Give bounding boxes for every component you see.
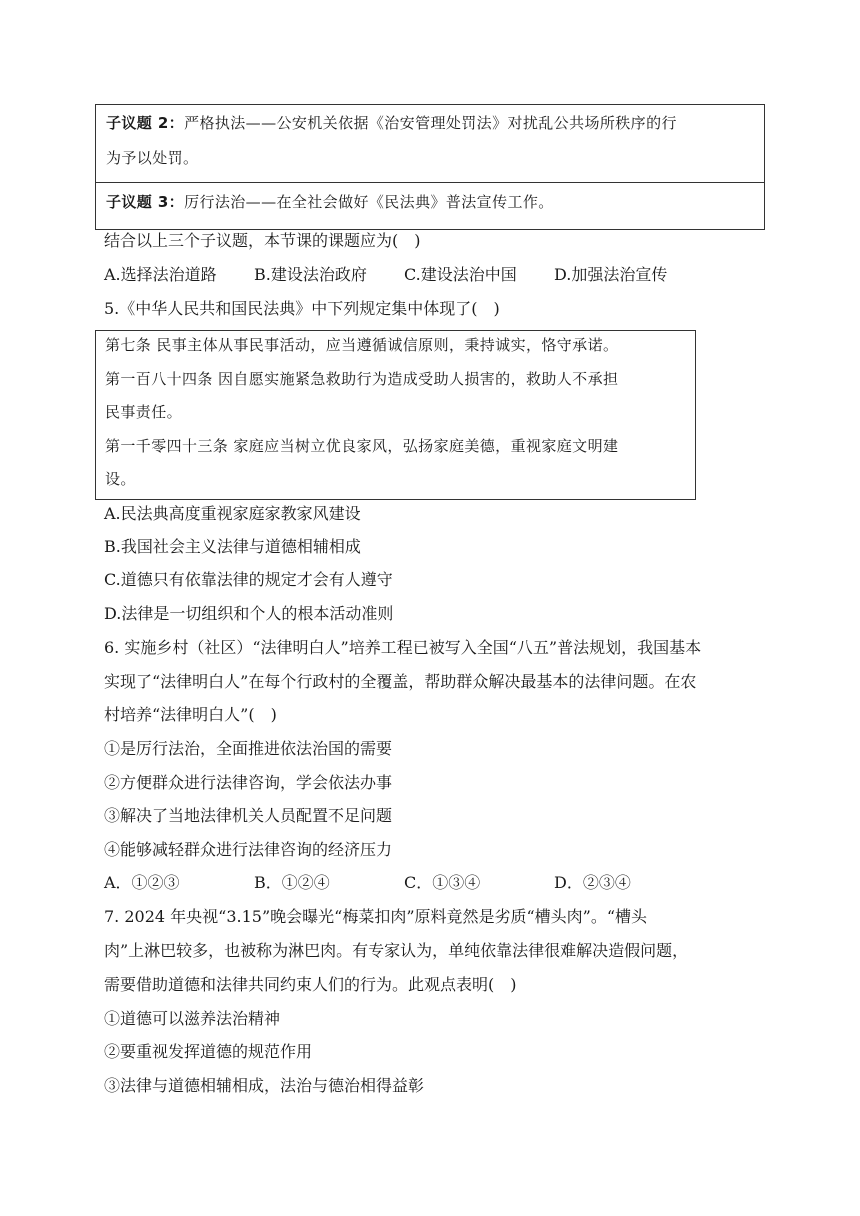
subtopic-2-row	[106, 112, 677, 134]
q4-option-d: D.加强法治宣传	[554, 265, 668, 284]
subtopic-table	[95, 104, 765, 230]
q5-quote-line-3: 民事责任。	[105, 403, 183, 421]
table-divider	[96, 182, 764, 183]
subtopic-2-text-line2: 为予以处罚。	[106, 149, 199, 167]
q6-option-d: D．②③④	[554, 873, 631, 892]
q6-option-a: A．①②③	[104, 873, 180, 892]
q6-stem-line-3: 村培养“法律明白人”( )	[104, 705, 277, 724]
q6-statement-4: ④能够减轻群众进行法律咨询的经济压力	[104, 840, 393, 859]
q5-option-c: C.道德只有依靠法律的规定才会有人遵守	[104, 570, 393, 589]
q7-statement-2: ②要重视发挥道德的规范作用	[104, 1042, 313, 1061]
q5-quote-line-4: 第一千零四十三条 家庭应当树立优良家风，弘扬家庭美德，重视家庭文明建	[105, 437, 619, 455]
subtopic-3-text: 厉行法治——在全社会做好《民法典》普法宣传工作。	[184, 193, 554, 211]
q5-quote-line-5: 设。	[105, 470, 136, 488]
q7-statement-1: ①道德可以滋养法治精神	[104, 1009, 281, 1028]
subtopic-2-label: 子议题 2：	[106, 114, 185, 132]
q6-option-b: B．①②④	[254, 873, 330, 892]
q5-option-b: B.我国社会主义法律与道德相辅相成	[104, 537, 361, 556]
q6-statement-3: ③解决了当地法律机关人员配置不足问题	[104, 806, 393, 825]
q6-statement-1: ①是厉行法治，全面推进依法治国的需要	[104, 739, 393, 758]
q5-quote-box	[95, 330, 696, 500]
q6-stem-line-1: 6. 实施乡村（社区）“法律明白人”培养工程已被写入全国“八五”普法规划，我国基本	[104, 638, 702, 657]
q5-stem: 5.《中华人民共和国民法典》中下列规定集中体现了( )	[104, 299, 500, 318]
q6-stem-line-2: 实现了“法律明白人”在每个行政村的全覆盖，帮助群众解决最基本的法律问题。在农	[104, 672, 697, 691]
q5-option-d: D.法律是一切组织和个人的根本活动准则	[104, 604, 394, 623]
q7-stem-line-1: 7. 2024 年央视“3.15”晚会曝光“梅菜扣肉”原料竟然是劣质“槽头肉”。“槽头	[104, 907, 648, 926]
subtopic-3-row	[106, 191, 554, 213]
q6-statement-2: ②方便群众进行法律咨询，学会依法办事	[104, 773, 393, 792]
q7-statement-3: ③法律与道德相辅相成，法治与德治相得益彰	[104, 1076, 425, 1095]
q4-stem: 结合以上三个子议题，本节课的课题应为( )	[104, 231, 421, 250]
subtopic-2-text-line1: 严格执法——公安机关依据《治安管理处罚法》对扰乱公共场所秩序的行	[184, 114, 677, 132]
q5-quote-line-2: 第一百八十四条 因自愿实施紧急救助行为造成受助人损害的，救助人不承担	[105, 370, 619, 388]
q5-quote-line-1: 第七条 民事主体从事民事活动，应当遵循诚信原则，秉持诚实，恪守承诺。	[105, 336, 619, 354]
q6-option-c: C．①③④	[404, 873, 481, 892]
q5-option-a: A.民法典高度重视家庭家教家风建设	[104, 504, 361, 523]
q4-option-a: A.选择法治道路	[104, 265, 217, 284]
subtopic-3-label: 子议题 3：	[106, 193, 185, 211]
q7-stem-line-3: 需要借助道德和法律共同约束人们的行为。此观点表明( )	[104, 975, 517, 994]
q4-option-b: B.建设法治政府	[254, 265, 367, 284]
q7-stem-line-2: 肉”上淋巴较多，也被称为淋巴肉。有专家认为，单纯依靠法律很难解决造假问题，	[104, 941, 689, 960]
q4-option-c: C.建设法治中国	[404, 265, 517, 284]
